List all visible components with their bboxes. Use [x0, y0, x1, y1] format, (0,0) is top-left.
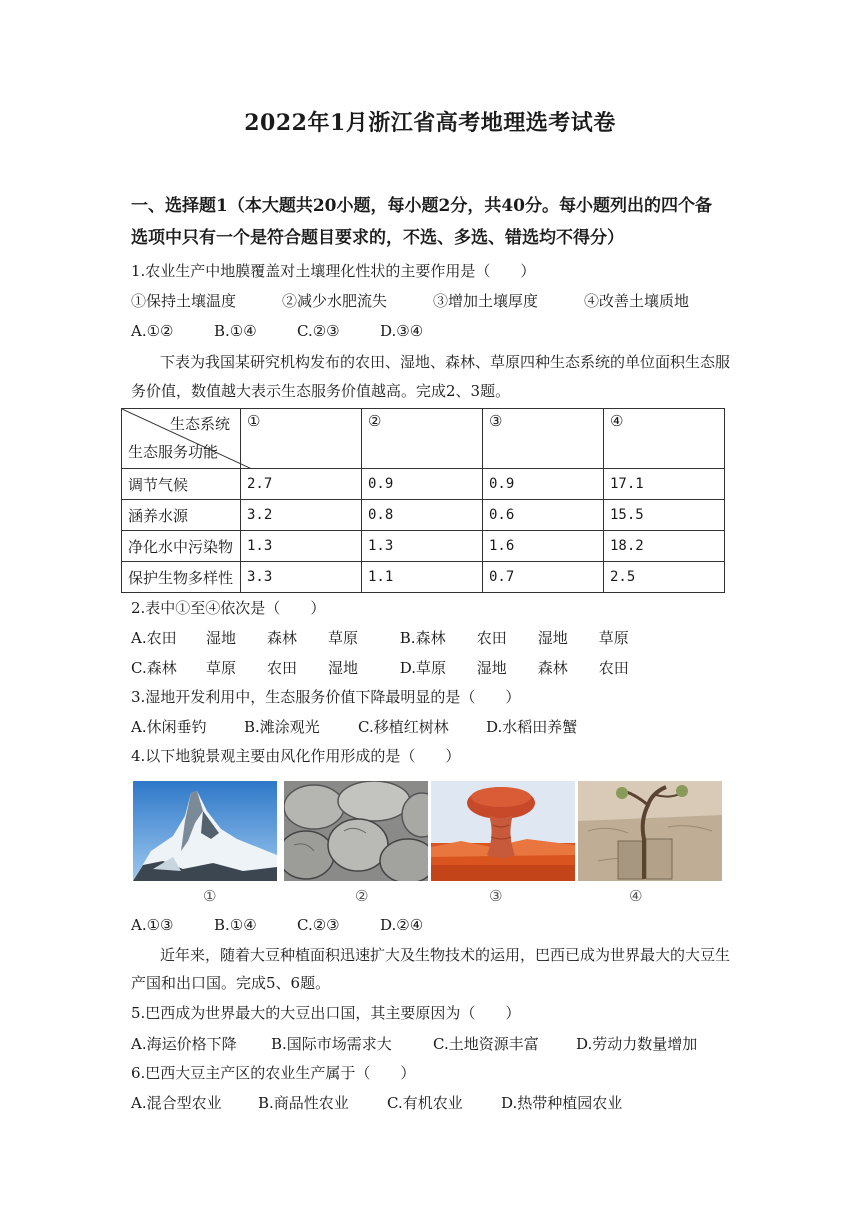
q3-options — [131, 717, 577, 737]
q2-option-a-word-1: A.农田 — [131, 629, 177, 647]
q1-item-2: ②减少水肥流失 — [282, 292, 388, 310]
column-header-1: ① — [241, 409, 362, 469]
q6-option-a[interactable]: A.混合型农业 — [131, 1094, 222, 1112]
q2-option-a-word-3: 森林 — [267, 629, 298, 647]
table-row — [122, 531, 725, 562]
row-label: 涵养水源 — [122, 500, 241, 531]
q3-option-b[interactable]: B.滩涂观光 — [244, 718, 320, 736]
table-header-row — [122, 409, 725, 469]
q3-option-a[interactable]: A.休闲垂钓 — [131, 718, 207, 736]
intro-q5-6-line2: 产国和出口国。完成5、6题。 — [131, 974, 331, 992]
section-heading-line2: 选项中只有一个是符合题目要求的，不选、多选、错选均不得分） — [131, 228, 624, 248]
column-header-2: ② — [362, 409, 483, 469]
granite-boulders-picture — [284, 781, 428, 881]
table-cell: 1.6 — [483, 531, 604, 562]
q3-option-c[interactable]: C.移植红树林 — [358, 718, 449, 736]
q4-option-b[interactable]: B.①④ — [214, 916, 257, 934]
q2-option-c-word-1: C.森林 — [131, 659, 177, 677]
q2-option-d-word-3: 森林 — [537, 659, 568, 677]
q6-stem: 6.巴西大豆主产区的农业生产属于（ ） — [131, 1064, 416, 1082]
column-header-4: ④ — [604, 409, 725, 469]
snow-mountain-picture — [133, 781, 277, 881]
q6-options — [131, 1093, 622, 1113]
q1-stem: 1.农业生产中地膜覆盖对土壤理化性状的主要作用是（ ） — [131, 262, 536, 280]
page-title: 2022年1月浙江省高考地理选考试卷 — [244, 110, 616, 136]
table-corner-cell — [122, 409, 241, 469]
q6-option-d[interactable]: D.热带种植园农业 — [501, 1094, 623, 1112]
ecosystem-service-table — [121, 408, 725, 593]
q1-options — [131, 321, 423, 341]
q4-option-d[interactable]: D.②④ — [380, 916, 424, 934]
q2-option-c-word-4: 湿地 — [328, 659, 359, 677]
q1-option-a[interactable]: A.①② — [131, 322, 174, 340]
q2-option-c-word-2: 草原 — [206, 659, 237, 677]
landform-pictures — [133, 781, 723, 907]
q2-option-b[interactable] — [395, 629, 629, 647]
q2-option-d-word-2: 湿地 — [476, 659, 507, 677]
table-cell: 0.8 — [362, 500, 483, 531]
table-cell: 1.3 — [241, 531, 362, 562]
q2-options-cd — [131, 658, 629, 678]
picture-label-4: ④ — [629, 887, 643, 905]
picture-label-1: ① — [203, 887, 217, 905]
table-cell: 3.3 — [241, 562, 362, 593]
q4-option-c[interactable]: C.②③ — [297, 916, 340, 934]
q5-options — [131, 1034, 697, 1054]
q4-options — [131, 915, 423, 935]
section-heading-line1: 一、选择题1（本大题共20小题，每小题2分，共40分。每小题列出的四个备 — [131, 196, 712, 216]
q5-option-d[interactable]: D.劳动力数量增加 — [576, 1035, 698, 1053]
table-cell: 1.1 — [362, 562, 483, 593]
intro-q2-3-line1: 下表为我国某研究机构发布的农田、湿地、森林、草原四种生态系统的单位面积生态服 — [160, 353, 731, 371]
table-cell: 0.7 — [483, 562, 604, 593]
q2-stem: 2.表中①至④依次是（ ） — [131, 599, 326, 617]
q6-option-c[interactable]: C.有机农业 — [387, 1094, 463, 1112]
column-header-3: ③ — [483, 409, 604, 469]
q4-stem: 4.以下地貌景观主要由风化作用形成的是（ ） — [131, 747, 461, 765]
mushroom-rock-picture — [431, 781, 575, 881]
q6-option-b[interactable]: B.商品性农业 — [258, 1094, 349, 1112]
q2-option-d-word-1: D.草原 — [399, 659, 447, 677]
q2-option-d[interactable] — [395, 659, 629, 677]
q1-items — [131, 291, 689, 311]
q2-option-a-word-2: 湿地 — [206, 629, 237, 647]
table-cell: 0.6 — [483, 500, 604, 531]
q2-option-a-word-4: 草原 — [328, 629, 359, 647]
q1-option-c[interactable]: C.②③ — [297, 322, 340, 340]
q2-options-ab — [131, 628, 629, 648]
corner-label-service: 生态服务功能 — [128, 443, 219, 461]
table-row — [122, 500, 725, 531]
q2-option-c-word-3: 农田 — [267, 659, 298, 677]
q2-option-a[interactable] — [131, 628, 395, 648]
q1-option-b[interactable]: B.①④ — [214, 322, 257, 340]
q2-option-d-word-4: 农田 — [598, 659, 629, 677]
q2-option-b-word-3: 湿地 — [537, 629, 568, 647]
q1-item-4: ④改善土壤质地 — [584, 292, 690, 310]
table-cell: 15.5 — [604, 500, 725, 531]
table-cell: 0.9 — [362, 469, 483, 500]
q5-option-b[interactable]: B.国际市场需求大 — [271, 1035, 392, 1053]
tree-root-rock-picture — [578, 781, 722, 881]
q1-item-1: ①保持土壤温度 — [131, 292, 237, 310]
table-cell: 18.2 — [604, 531, 725, 562]
q2-option-c[interactable] — [131, 658, 395, 678]
table-cell: 0.9 — [483, 469, 604, 500]
table-row — [122, 469, 725, 500]
row-label: 调节气候 — [122, 469, 241, 500]
intro-q2-3-line2: 务价值，数值越大表示生态服务价值越高。完成2、3题。 — [131, 382, 511, 400]
q2-option-b-word-4: 草原 — [598, 629, 629, 647]
q3-stem: 3.湿地开发利用中，生态服务价值下降最明显的是（ ） — [131, 688, 521, 706]
q5-option-a[interactable]: A.海运价格下降 — [131, 1035, 237, 1053]
picture-label-2: ② — [355, 887, 369, 905]
table-cell: 17.1 — [604, 469, 725, 500]
table-cell: 1.3 — [362, 531, 483, 562]
q2-option-b-word-1: B.森林 — [399, 629, 446, 647]
q5-stem: 5.巴西成为世界最大的大豆出口国，其主要原因为（ ） — [131, 1004, 521, 1022]
table-row — [122, 562, 725, 593]
q1-option-d[interactable]: D.③④ — [380, 322, 424, 340]
row-label: 净化水中污染物 — [122, 531, 241, 562]
table-cell: 2.7 — [241, 469, 362, 500]
table-cell: 2.5 — [604, 562, 725, 593]
row-label: 保护生物多样性 — [122, 562, 241, 593]
q3-option-d[interactable]: D.水稻田养蟹 — [486, 718, 578, 736]
picture-label-3: ③ — [489, 887, 503, 905]
q2-option-b-word-2: 农田 — [476, 629, 507, 647]
q1-item-3: ③增加土壤厚度 — [433, 292, 539, 310]
intro-q5-6-line1: 近年来，随着大豆种植面积迅速扩大及生物技术的运用，巴西已成为世界最大的大豆生 — [160, 946, 731, 964]
table-cell: 3.2 — [241, 500, 362, 531]
q5-option-c[interactable]: C.土地资源丰富 — [433, 1035, 539, 1053]
corner-label-ecosystem: 生态系统 — [169, 415, 230, 433]
q4-option-a[interactable]: A.①③ — [131, 916, 174, 934]
